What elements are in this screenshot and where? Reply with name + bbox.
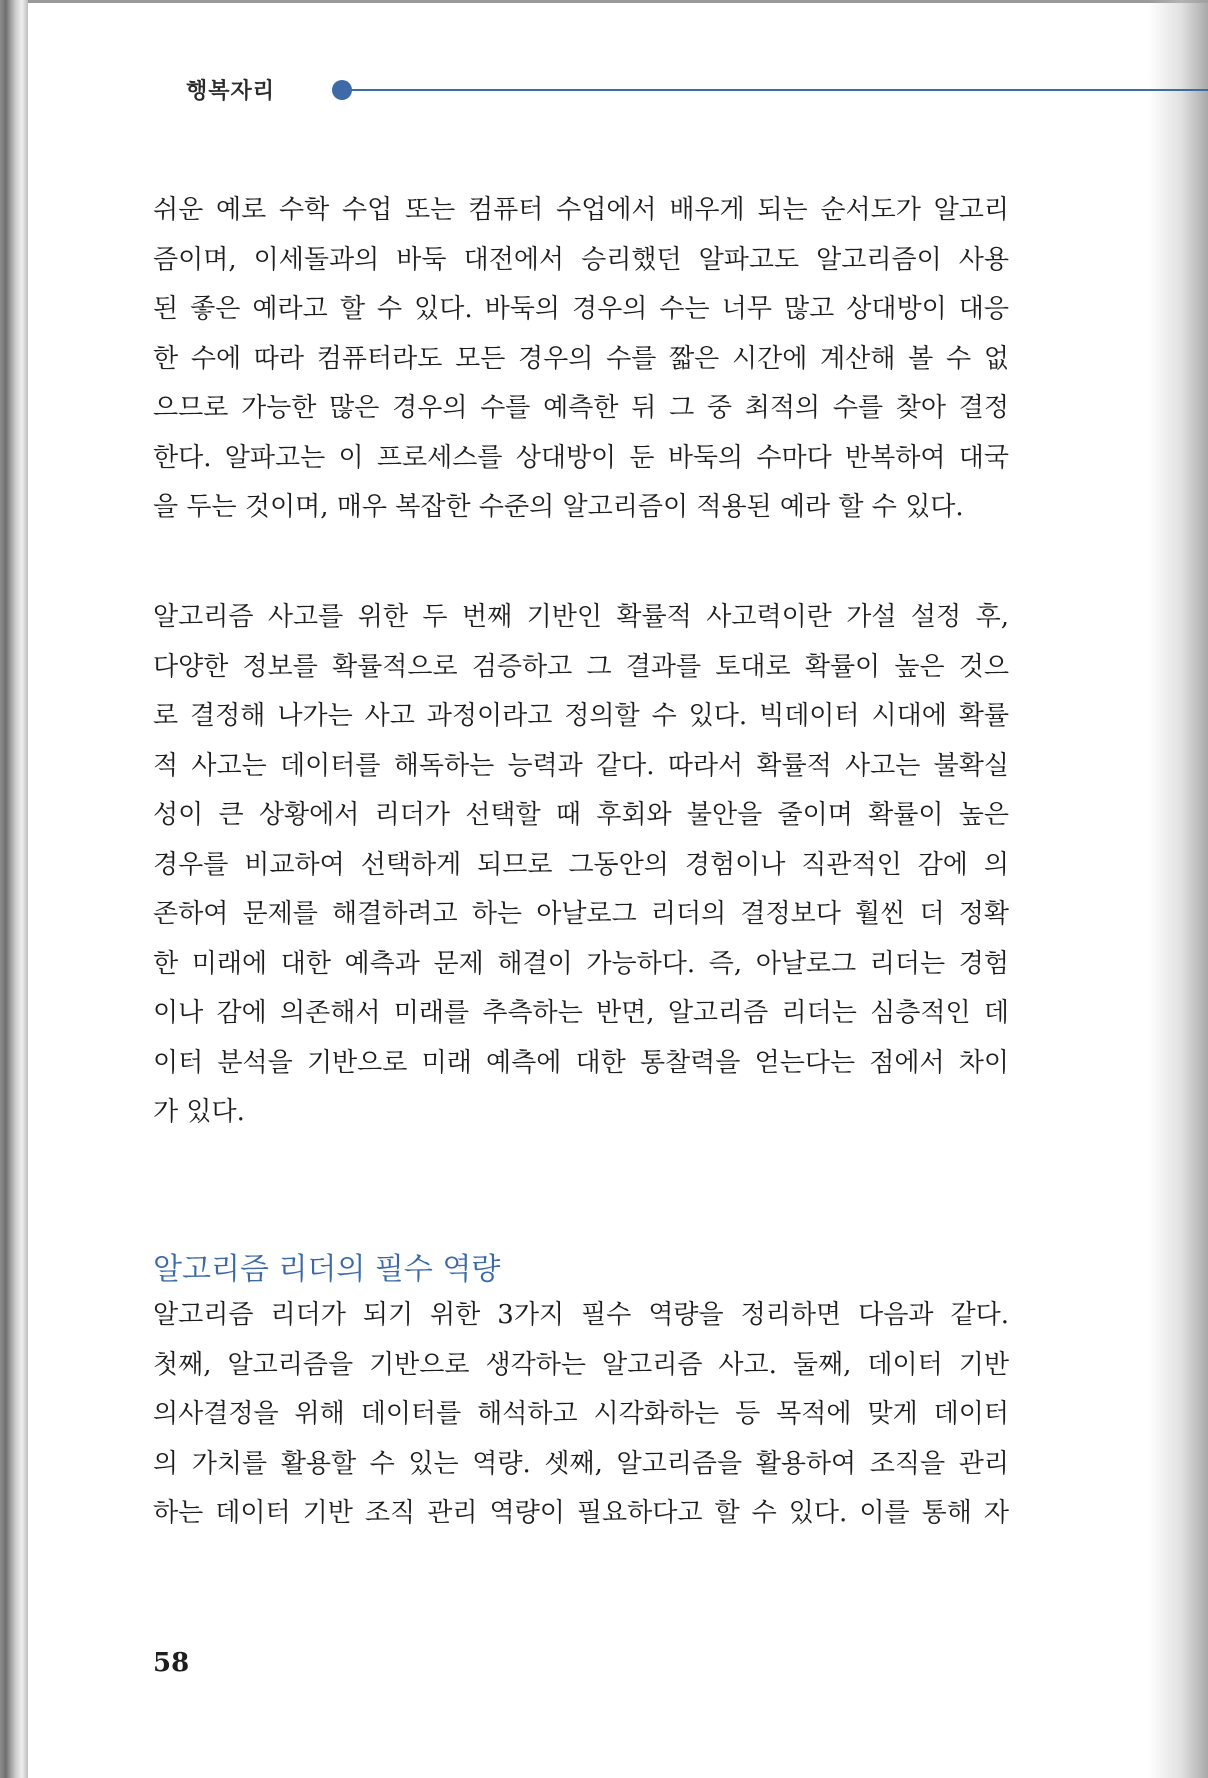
paragraph-line: 된 좋은 예라고 할 수 있다. 바둑의 경우의 수는 너무 많고 상대방이 대응 — [153, 294, 1009, 324]
book-binding-edge — [0, 0, 28, 1778]
paragraph-line: 알고리즘 사고를 위한 두 번째 기반인 확률적 사고력이란 가설 설정 후, — [153, 602, 1009, 632]
paragraph-line: 즘이며, 이세돌과의 바둑 대전에서 승리했던 알파고도 알고리즘이 사용 — [153, 244, 1009, 275]
paragraph-line: 가 있다. — [153, 1097, 245, 1127]
paragraph-line: 적 사고는 데이터를 해독하는 능력과 같다. 따라서 확률적 사고는 불확실 — [153, 750, 1009, 781]
page-right-shadow — [1148, 0, 1208, 1778]
paragraph-1 — [153, 186, 1009, 533]
paragraph-3 — [153, 1291, 1009, 1539]
paragraph-line: 알고리즘 리더가 되기 위한 3가지 필수 역량을 정리하면 다음과 같다. — [153, 1300, 1009, 1330]
paragraph-line: 쉬운 예로 수학 수업 또는 컴퓨터 수업에서 배우게 되는 순서도가 알고리 — [153, 195, 1009, 225]
paragraph-line: 성이 큰 상황에서 리더가 선택할 때 후회와 불안을 줄이며 확률이 높은 — [153, 800, 1009, 830]
paragraph-line: 다양한 정보를 확률적으로 검증하고 그 결과를 토대로 확률이 높은 것으 — [153, 651, 1009, 682]
paragraph-line: 의 가치를 활용할 수 있는 역량. 셋째, 알고리즘을 활용하여 조직을 관리 — [153, 1448, 1009, 1479]
running-title: 행복자리 — [186, 79, 276, 104]
header-rule — [344, 89, 1208, 91]
paragraph-line: 한 수에 따라 컴퓨터라도 모든 경우의 수를 짧은 시간에 계산해 볼 수 없 — [153, 343, 1009, 374]
paragraph-line: 로 결정해 나가는 사고 과정이라고 정의할 수 있다. 빅데이터 시대에 확률 — [153, 701, 1009, 731]
paragraph-line: 한다. 알파고는 이 프로세스를 상대방이 둔 바둑의 수마다 반복하여 대국 — [153, 442, 1009, 473]
paragraph-line: 한 미래에 대한 예측과 문제 해결이 가능하다. 즉, 아날로그 리더는 경험 — [153, 948, 1009, 979]
paragraph-line: 을 두는 것이며, 매우 복잡한 수준의 알고리즘이 적용된 예라 할 수 있다. — [153, 492, 964, 522]
paragraph-line: 이터 분석을 기반으로 미래 예측에 대한 통찰력을 얻는다는 점에서 차이 — [153, 1047, 1009, 1078]
page-number: 58 — [153, 1648, 190, 1678]
paragraph-line: 존하여 문제를 해결하려고 하는 아날로그 리더의 결정보다 훨씬 더 정확 — [153, 899, 1009, 929]
paragraph-line: 이나 감에 의존해서 미래를 추측하는 반면, 알고리즘 리더는 심층적인 데 — [153, 998, 1009, 1028]
section-heading: 알고리즘 리더의 필수 역량 — [153, 1252, 501, 1287]
paragraph-line: 경우를 비교하여 선택하게 되므로 그동안의 경험이나 직관적인 감에 의 — [153, 849, 1009, 880]
paragraph-line: 첫째, 알고리즘을 기반으로 생각하는 알고리즘 사고. 둘째, 데이터 기반 — [153, 1349, 1009, 1380]
page-top-edge — [28, 0, 1208, 3]
paragraph-line: 의사결정을 위해 데이터를 해석하고 시각화하는 등 목적에 맞게 데이터 — [153, 1399, 1009, 1429]
paragraph-line: 하는 데이터 기반 조직 관리 역량이 필요하다고 할 수 있다. 이를 통해 자 — [153, 1498, 1009, 1528]
paragraph-line: 으므로 가능한 많은 경우의 수를 예측한 뒤 그 중 최적의 수를 찾아 결정 — [153, 393, 1009, 423]
paragraph-2 — [153, 593, 1009, 1138]
